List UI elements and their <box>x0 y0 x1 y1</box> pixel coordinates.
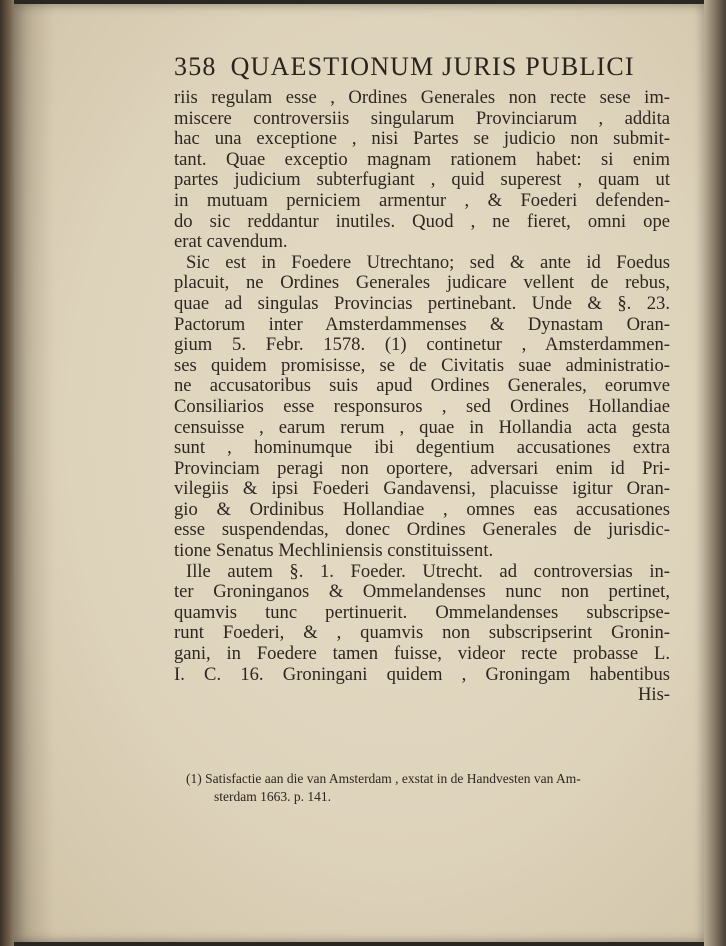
text-line: ses quidem promisisse, se de Civitatis suae administratio- <box>174 355 670 376</box>
text-line: quae ad singulas Provincias pertinebant. Unde & §. 23. <box>174 293 670 314</box>
running-title: QUAESTIONUM JURIS PUBLICI <box>230 52 635 81</box>
page-number: 358 <box>174 52 217 81</box>
gutter-shadow <box>14 4 54 942</box>
text-line: sunt , hominumque ibi degentium accusationes extra <box>174 438 670 459</box>
text-line: partes judicium subterfugiant , quid superest , quam ut <box>174 170 670 191</box>
text-line: gio & Ordinibus Hollandiae , omnes eas accusationes <box>174 499 670 520</box>
text-line: vilegiis & ipsi Foederi Gandavensi, placuisse igitur Oran- <box>174 479 670 500</box>
text-line: ter Groninganos & Ommelandenses nunc non pertinet, <box>174 582 670 603</box>
text-line: miscere controversiis singularum Provinciarum , addita <box>174 108 670 129</box>
footnote-line: (1) Satisfactie aan die van Amsterdam , exstat in de Handvesten van Am- <box>186 771 581 786</box>
text-line: Sic est in Foedere Utrechtano; sed & ante id Foedus <box>186 252 670 273</box>
text-line: riis regulam esse , Ordines Generales non recte sese im- <box>174 88 670 108</box>
running-head <box>174 52 669 82</box>
footnotes <box>186 770 676 806</box>
text-line: censuisse , earum rerum , quae in Hollandia acta gesta <box>174 417 670 438</box>
text-line: do sic reddantur inutiles. Quod , ne fieret, omni ope <box>174 211 670 232</box>
book-spine-edge <box>0 0 14 946</box>
text-line: Pactorum inter Amsterdammenses & Dynastam Oran- <box>174 314 670 335</box>
footnote-line: sterdam 1663. p. 141. <box>214 789 331 804</box>
book-page <box>14 4 704 942</box>
text-line: quamvis tunc pertinuerit. Ommelandenses subscripse- <box>174 602 670 623</box>
book-fore-edge <box>704 0 726 946</box>
catchword: His- <box>637 685 670 706</box>
text-line: tant. Quae exceptio magnam rationem habet: si enim <box>174 149 670 170</box>
text-line: Provinciam peragi non oportere, adversari enim id Pri- <box>174 458 670 479</box>
text-line: gium 5. Febr. 1578. (1) continetur , Amsterdammen- <box>174 335 670 356</box>
text-line: gani, in Foedere tamen fuisse, videor recte probasse L. <box>174 644 670 665</box>
text-line: esse suspendendas, donec Ordines Generales de jurisdic- <box>174 520 670 541</box>
text-line: in mutuam perniciem armentur , & Foederi defenden- <box>174 190 670 211</box>
text-line: runt Foederi, & , quamvis non subscripserint Gronin- <box>174 623 670 644</box>
text-line: ne accusatoribus suis apud Ordines Generales, eorumve <box>174 376 670 397</box>
text-line: Consiliarios esse responsuros , sed Ordines Hollandiae <box>174 396 670 417</box>
text-line: placuit, ne Ordines Generales judicare vellent de rebus, <box>174 273 670 294</box>
text-line: Ille autem §. 1. Foeder. Utrecht. ad controversias in- <box>186 561 670 582</box>
text-line: hac una exceptione , nisi Partes se judicio non submit- <box>174 129 670 150</box>
text-line: tione Senatus Mechliniensis constituissent. <box>174 541 494 562</box>
text-line: I. C. 16. Groningani quidem , Groningam habentibus <box>174 664 670 685</box>
body-text <box>174 88 670 706</box>
text-line: erat cavendum. <box>174 232 288 253</box>
